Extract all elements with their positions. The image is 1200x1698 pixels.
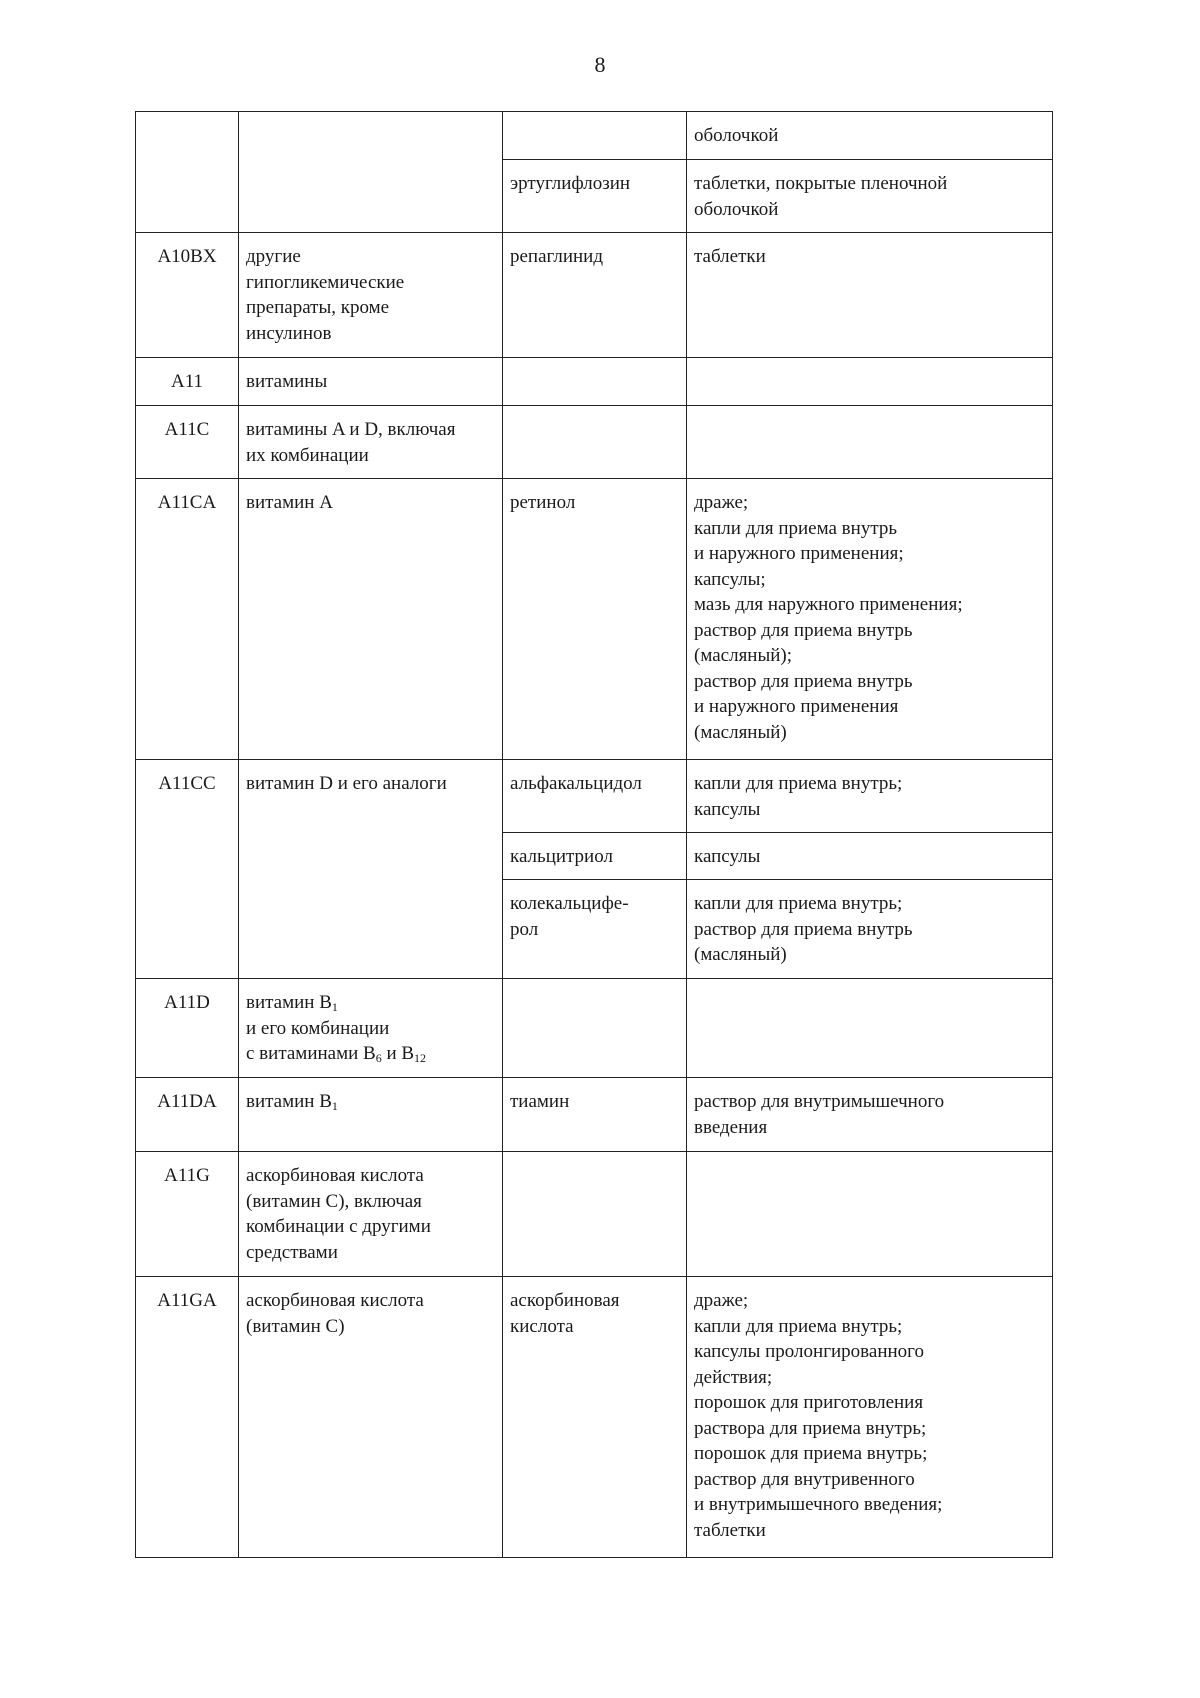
table-row (136, 979, 1053, 1078)
form-cell: драже; капли для приема внутрь; капсулы пролонгированного действия; порошок для приготовления раствора для приема внутрь; порошок для приема внутрь; раствор для внутривенного и внутримышечного введения; таблетки (687, 1277, 1053, 1558)
form-cell (687, 406, 1053, 479)
drug-cell (503, 406, 687, 479)
code-cell (136, 112, 239, 233)
drug-cell: кальцитриол (503, 833, 687, 880)
code-cell: A11DA (136, 1078, 239, 1152)
drug-cell: колекальцифе- рол (503, 880, 687, 979)
group-cell: другие гипогликемические препараты, кроме инсулинов (239, 233, 503, 358)
group-cell (239, 979, 503, 1078)
drug-cell: эртуглифлозин (503, 160, 687, 233)
form-cell (687, 358, 1053, 406)
group-text: витамин B (246, 992, 332, 1013)
form-cell: капли для приема внутрь; капсулы (687, 760, 1053, 833)
form-cell (687, 979, 1053, 1078)
form-cell: раствор для внутримышечного введения (687, 1078, 1053, 1152)
code-cell: A11G (136, 1152, 239, 1277)
group-text: с витаминами B (246, 1043, 376, 1064)
group-cell (239, 1078, 503, 1152)
group-cell: витамины (239, 358, 503, 406)
group-text: и его комбинации (246, 1017, 390, 1039)
table-row (136, 406, 1053, 479)
code-cell: A11 (136, 358, 239, 406)
drug-cell: репаглинид (503, 233, 687, 358)
group-text: витамин B (246, 1091, 332, 1112)
drug-cell: аскорбиновая кислота (503, 1277, 687, 1558)
drug-cell (503, 979, 687, 1078)
group-cell: витамин D и его аналоги (239, 760, 503, 979)
code-cell: A11D (136, 979, 239, 1078)
subscript: 6 (375, 1051, 382, 1065)
drug-cell: тиамин (503, 1078, 687, 1152)
form-cell: таблетки (687, 233, 1053, 358)
form-cell: оболочкой (687, 112, 1053, 160)
group-cell (239, 112, 503, 233)
form-cell (687, 1152, 1053, 1277)
table-row (136, 1277, 1053, 1558)
code-cell: A11GA (136, 1277, 239, 1558)
subscript: 1 (331, 1099, 338, 1113)
group-cell: витамин A (239, 479, 503, 760)
table-row (136, 479, 1053, 760)
code-cell: A11CC (136, 760, 239, 979)
drug-cell (503, 112, 687, 160)
table-row (136, 233, 1053, 358)
form-cell: капсулы (687, 833, 1053, 880)
group-cell: аскорбиновая кислота (витамин C), включая комбинации с другими средствами (239, 1152, 503, 1277)
group-cell: витамины A и D, включая их комбинации (239, 406, 503, 479)
table-row (136, 1078, 1053, 1152)
form-cell: драже; капли для приема внутрь и наружного применения; капсулы; мазь для наружного применения; раствор для приема внутрь (масляный); раствор для приема внутрь и наружного применения (масляный) (687, 479, 1053, 760)
drug-cell: альфакальцидол (503, 760, 687, 833)
group-cell: аскорбиновая кислота (витамин C) (239, 1277, 503, 1558)
subscript: 1 (331, 1000, 338, 1014)
code-cell: A11C (136, 406, 239, 479)
subscript: 12 (414, 1051, 427, 1065)
table-row (136, 1152, 1053, 1277)
page-number: 8 (594, 52, 606, 77)
form-cell: капли для приема внутрь; раствор для приема внутрь (масляный) (687, 880, 1053, 979)
code-cell: A10BX (136, 233, 239, 358)
code-cell: A11CA (136, 479, 239, 760)
form-cell: таблетки, покрытые пленочной оболочкой (687, 160, 1053, 233)
group-text: и B (381, 1043, 415, 1064)
drug-cell (503, 358, 687, 406)
drug-table (135, 111, 1053, 1558)
table-row (136, 112, 1053, 160)
table-row (136, 760, 1053, 833)
drug-cell: ретинол (503, 479, 687, 760)
table-row (136, 358, 1053, 406)
drug-cell (503, 1152, 687, 1277)
